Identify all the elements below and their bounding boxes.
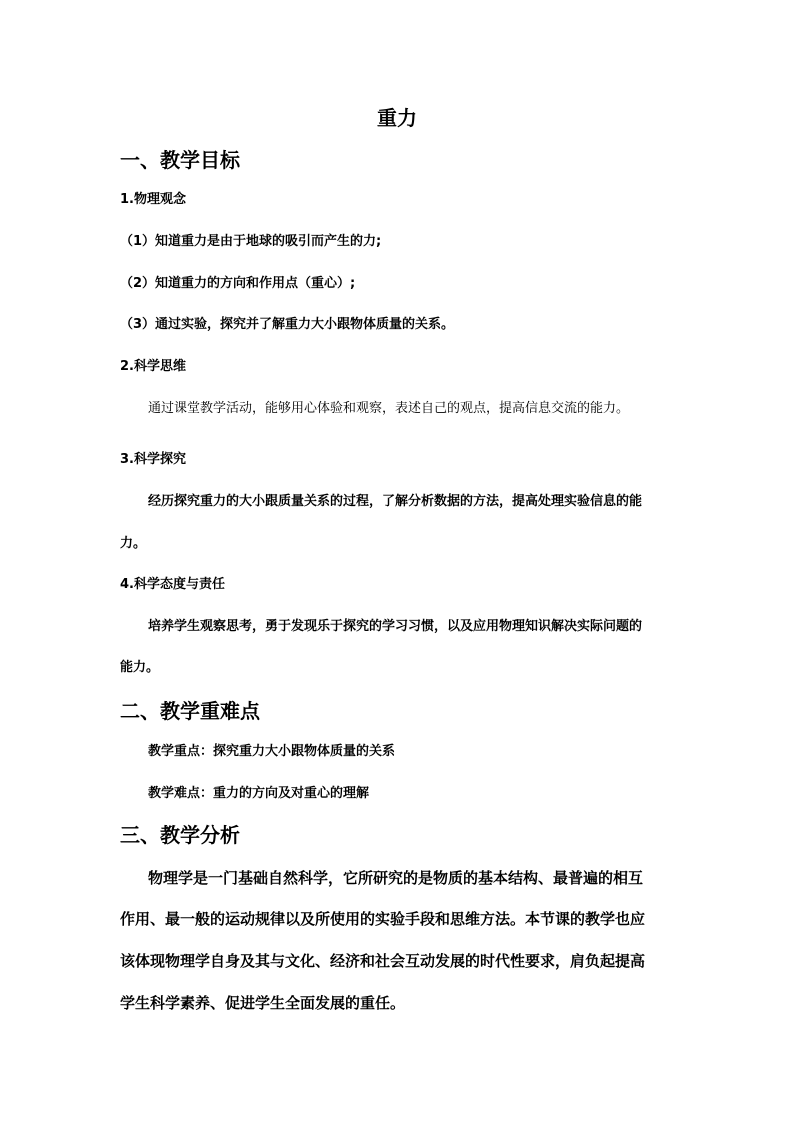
goal-item-3: （3）通过实验，探究并了解重力大小跟物体质量的关系。 (120, 317, 455, 332)
section-heading-teaching-goals: 一、教学目标 (120, 148, 240, 172)
analysis-line-3: 该体现物理学自身及其与文化、经济和社会互动发展的时代性要求，肩负起提高 (120, 952, 646, 970)
analysis-line-4: 学生科学素养、促进学生全面发展的重任。 (120, 994, 406, 1012)
subheading-physics-concept: 1.物理观念 (120, 192, 186, 207)
section-heading-teaching-analysis: 三、教学分析 (120, 823, 240, 847)
difficult-point-text: 教学难点：重力的方向及对重心的理解 (148, 786, 370, 801)
section-heading-key-difficult-points: 二、教学重难点 (120, 699, 260, 723)
subheading-scientific-thinking: 2.科学思维 (120, 359, 186, 374)
subheading-scientific-inquiry: 3.科学探究 (120, 452, 186, 467)
paragraph-attitude-line2: 能力。 (120, 660, 160, 675)
paragraph-scientific-inquiry-line2: 力。 (120, 536, 147, 551)
paragraph-scientific-thinking: 通过课堂教学活动，能够用心体验和观察，表述自己的观点，提高信息交流的能力。 (148, 401, 630, 416)
analysis-line-2: 作用、最一般的运动规律以及所使用的实验手段和思维方法。本节课的教学也应 (120, 910, 646, 928)
paragraph-attitude-line1: 培养学生观察思考，勇于发现乐于探究的学习习惯，以及应用物理知识解决实际问题的 (148, 619, 643, 634)
subheading-attitude-responsibility: 4.科学态度与责任 (120, 577, 225, 592)
analysis-line-1: 物理学是一门基础自然科学，它所研究的是物质的基本结构、最普遍的相互 (148, 869, 644, 887)
key-point-text: 教学重点：探究重力大小跟物体质量的关系 (148, 744, 396, 759)
paragraph-scientific-inquiry-line1: 经历探究重力的大小跟质量关系的过程，了解分析数据的方法，提高处理实验信息的能 (148, 494, 643, 509)
document-title: 重力 (377, 106, 417, 130)
goal-item-2: （2）知道重力的方向和作用点（重心）; (120, 276, 356, 291)
goal-item-1: （1）知道重力是由于地球的吸引而产生的力; (120, 234, 382, 249)
